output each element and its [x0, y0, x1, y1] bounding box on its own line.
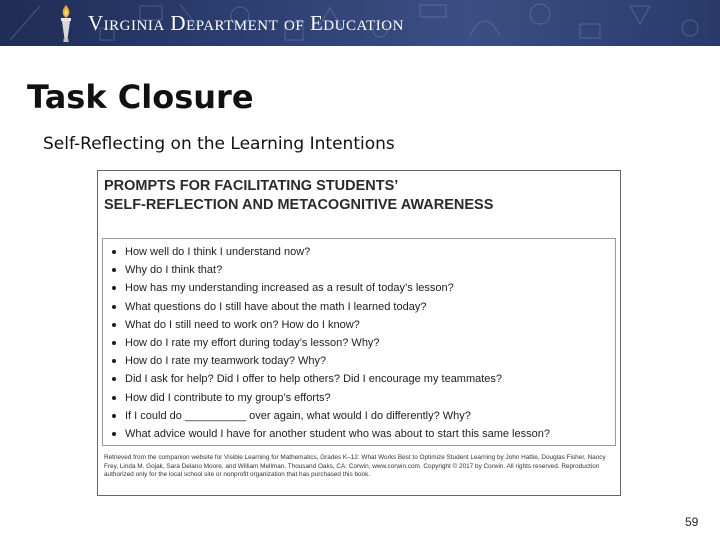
- bullet-icon: [112, 286, 116, 290]
- bullet-icon: [112, 305, 116, 309]
- bullet-icon: [112, 432, 116, 436]
- banner-title: Virginia Department of Education: [88, 11, 404, 35]
- prompt-item: [103, 334, 615, 352]
- prompt-text: How did I contribute to my group’s efforts?: [125, 391, 331, 404]
- bullet-icon: [112, 323, 116, 327]
- bullet-icon: [112, 377, 116, 381]
- slide-subtitle: Self-Reflecting on the Learning Intentions: [43, 134, 395, 154]
- prompt-item: [103, 407, 615, 425]
- torch-icon: [56, 3, 76, 43]
- prompt-item: [103, 370, 615, 388]
- slide-title: Task Closure: [27, 78, 254, 116]
- prompt-box: [102, 238, 616, 446]
- figure-heading-line-1: PROMPTS FOR FACILITATING STUDENTS’: [104, 178, 399, 194]
- prompt-item: [103, 298, 615, 316]
- prompt-text: How has my understanding increased as a result of today’s lesson?: [125, 282, 454, 295]
- prompt-list: [103, 239, 615, 443]
- prompt-text: What advice would I have for another student who was about to start this same lesson?: [125, 427, 550, 440]
- prompt-item: [103, 389, 615, 407]
- figure-citation: Retrieved from the companion website for Visible Learning for Mathematics, Grades K–12: What Works Best to Optimize Student Learning by John Hattie, Douglas Fisher, Nancy Frey, Linda M. Gojak, Sara Delano Moore, and William Mellman. Thousand Oaks, CA: Corwin, www.corwin.com. Copyright © 2017 by Corwin. All rights reserved. Reproduction authorized only for the local school site or nonprofit organization that has purchased this book.: [104, 454, 606, 479]
- prompt-text: Why do I think that?: [125, 264, 223, 277]
- prompt-item: [103, 425, 615, 443]
- header-banner: [0, 0, 720, 46]
- prompt-text: Did I ask for help? Did I offer to help others? Did I encourage my teammates?: [125, 373, 503, 386]
- prompt-text: How well do I think I understand now?: [125, 246, 311, 258]
- prompt-text: What questions do I still have about the math I learned today?: [125, 300, 427, 313]
- prompt-text: How do I rate my effort during today’s lesson? Why?: [125, 336, 380, 349]
- bullet-icon: [112, 396, 116, 400]
- prompts-figure: [97, 170, 621, 496]
- prompt-item: [103, 352, 615, 370]
- bullet-icon: [112, 359, 116, 363]
- figure-heading: [104, 177, 493, 215]
- bullet-icon: [112, 268, 116, 272]
- prompt-text: What do I still need to work on? How do I know?: [125, 318, 360, 331]
- prompt-item: [103, 316, 615, 334]
- bullet-icon: [112, 341, 116, 345]
- prompt-text: How do I rate my teamwork today? Why?: [125, 355, 327, 368]
- prompt-text: If I could do __________ over again, what would I do differently? Why?: [125, 409, 471, 422]
- page-number: 59: [685, 515, 699, 529]
- prompt-item: [103, 243, 615, 261]
- bullet-icon: [112, 250, 116, 254]
- prompt-item: [103, 279, 615, 297]
- prompt-item: [103, 261, 615, 279]
- bullet-icon: [112, 414, 116, 418]
- figure-heading-line-2: SELF-REFLECTION AND METACOGNITIVE AWARENESS: [104, 197, 494, 213]
